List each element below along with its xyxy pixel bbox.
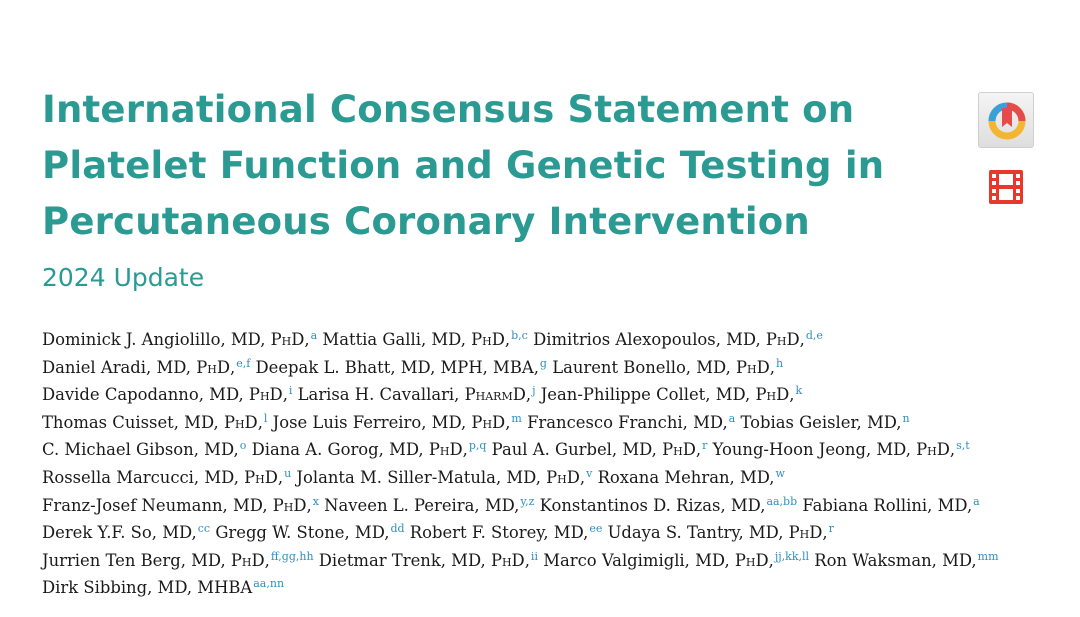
author: [42, 578, 284, 597]
author-degree: PhD: [734, 550, 769, 570]
author: C. Michael Gibson, MD,$^o$: [42, 439, 247, 460]
author: Ron Waksman, MD,$^{mm}$: [814, 549, 999, 570]
affiliation-link[interactable]: ii: [530, 549, 538, 563]
author-degree: PhD: [490, 550, 525, 570]
author: Fabiana Rollini, MD,$^a$: [802, 494, 980, 515]
author-degree: MD: [866, 412, 897, 432]
author-name: Dimitrios Alexopoulos,: [533, 330, 727, 349]
affiliation-link[interactable]: ff,gg,hh: [270, 549, 314, 563]
author-name: Roxana Mehran,: [597, 467, 740, 487]
author-degree: PhD: [736, 357, 770, 377]
affiliation-link[interactable]: k: [795, 384, 803, 398]
author: Naveen L. Pereira, MD,$^{y,z}$: [324, 494, 535, 515]
author-degree: PhD: [270, 330, 305, 349]
author-degree: MD: [354, 523, 385, 543]
author-degree: PhD: [230, 550, 265, 570]
author-degree: PhD: [223, 412, 258, 432]
author-degree: MD: [739, 467, 770, 487]
author-name: Francesco Franchi,: [527, 412, 694, 432]
author-line: [42, 547, 1062, 575]
author-line: [42, 519, 1062, 547]
author-degree: PhD: [755, 385, 790, 405]
author-degree: PhD: [196, 357, 230, 377]
author: Jurrien Ten Berg, MD, PhD,$^{ff,gg,hh}$: [42, 549, 314, 570]
author-degree: MD: [942, 550, 972, 570]
author-name: Fabiana Rollini,: [802, 495, 938, 515]
author-degree: PhD: [471, 412, 506, 432]
author-degree: MD,: [184, 412, 224, 432]
affiliation-link[interactable]: x: [312, 494, 319, 508]
author: Deepak L. Bhatt, MD, MPH, MBA,$^g$: [255, 356, 547, 377]
author-degree: MD, MPH, MBA: [400, 357, 534, 377]
author-name: Dominick J. Angiolillo,: [42, 330, 231, 349]
author-name: Larisa H. Cavallari,: [297, 385, 465, 405]
author: Robert F. Storey, MD,$^{ee}$: [409, 522, 603, 543]
affiliation-link[interactable]: ee: [589, 522, 603, 536]
author-degree: MD, MHBA: [157, 578, 253, 598]
author-name: Diana A. Gorog,: [251, 440, 390, 460]
affiliation-link[interactable]: d,e: [805, 329, 823, 342]
author-degree: PhD: [248, 385, 283, 405]
author-name: Rossella Marcucci,: [42, 467, 205, 487]
affiliation-link[interactable]: l: [263, 411, 268, 425]
author: Tobias Geisler, MD,$^n$: [740, 411, 910, 432]
author: Jose Luis Ferreiro, MD, PhD,$^m$: [272, 411, 522, 432]
affiliation-link[interactable]: jj,kk,ll: [774, 549, 810, 563]
author-line: [42, 326, 1062, 354]
author-degree: PhD: [765, 330, 800, 349]
author-degree: MD,: [230, 330, 271, 349]
author-degree: MD,: [209, 385, 249, 405]
article-subtitle: 2024 Update: [42, 263, 205, 292]
affiliation-link[interactable]: w: [775, 466, 785, 480]
affiliation-link[interactable]: dd: [390, 522, 405, 536]
author-degree: PhD: [916, 440, 950, 460]
title-line: Percutaneous Coronary Intervention: [42, 200, 810, 243]
author-name: Mattia Galli,: [322, 330, 432, 349]
author-name: Daniel Aradi,: [42, 357, 157, 377]
author-degree: MD,: [232, 495, 273, 515]
side-icons: [978, 92, 1036, 204]
author-name: Franz-Josef Neumann,: [42, 495, 233, 515]
affiliation-link[interactable]: r: [702, 439, 708, 453]
author-name: Konstantinos D. Rizas,: [539, 495, 731, 515]
author: Marco Valgimigli, MD, PhD,$^{jj,kk,ll}$: [543, 549, 810, 570]
affiliation-link[interactable]: p,q: [468, 439, 487, 453]
author: Dietmar Trenk, MD, PhD,$^{ii}$: [318, 549, 538, 570]
affiliation-link[interactable]: r: [828, 522, 834, 536]
author-degree: PhD: [662, 440, 696, 460]
author-degree: MD,: [156, 357, 197, 377]
author: Mattia Galli, MD, PhD,$^{b,c}$: [322, 329, 528, 349]
author: Gregg W. Stone, MD,$^{dd}$: [215, 522, 405, 543]
affiliation-link[interactable]: cc: [197, 522, 211, 536]
author-degree: MD,: [696, 357, 736, 377]
author-name: Udaya S. Tantry,: [607, 523, 749, 543]
affiliation-link[interactable]: o: [239, 439, 247, 453]
author-degree: PhD: [546, 467, 580, 487]
author-degree: MD: [484, 495, 515, 515]
author: Roxana Mehran, MD,$^w$: [597, 466, 785, 487]
author-degree: PhD: [272, 495, 307, 515]
author: Franz-Josef Neumann, MD, PhD,$^x$: [42, 494, 319, 515]
author-name: Jurrien Ten Berg,: [42, 550, 192, 570]
author-line: [42, 354, 1062, 382]
affiliation-link[interactable]: m: [511, 411, 522, 425]
author-degree: PhD: [244, 467, 278, 487]
affiliation-link[interactable]: j: [532, 384, 536, 398]
author: Dimitrios Alexopoulos, MD, PhD,$^{d,e}$: [533, 329, 823, 349]
author-degree: MD,: [451, 550, 491, 570]
author: Jean-Philippe Collet, MD, PhD,$^k$: [540, 384, 803, 405]
author: Udaya S. Tantry, MD, PhD,$^r$: [607, 522, 834, 543]
title-line: International Consensus Statement on: [42, 88, 855, 131]
author-degree: MD: [937, 495, 967, 515]
author: Paul A. Gurbel, MD, PhD,$^r$: [491, 439, 708, 460]
author-line: [42, 464, 1062, 492]
author-degree: MD: [204, 440, 234, 460]
author-name: Laurent Bonello,: [552, 357, 697, 377]
article-title: [42, 82, 942, 250]
video-film-glyph: [989, 170, 1023, 204]
author-degree: MD: [693, 412, 723, 432]
author-degree: MD,: [622, 440, 663, 460]
author-degree: MD,: [204, 467, 245, 487]
affiliation-link[interactable]: e,f: [236, 356, 251, 370]
author-name: Naveen L. Pereira,: [324, 495, 485, 515]
affiliation-link[interactable]: a: [728, 411, 736, 425]
author-list: [42, 326, 1062, 602]
author: Diana A. Gorog, MD, PhD,$^{p,q}$: [251, 439, 487, 460]
author-name: Gregg W. Stone,: [215, 523, 355, 543]
author-line: [42, 409, 1062, 437]
author-degree: MD,: [431, 330, 472, 349]
author-degree: PhD: [471, 330, 505, 349]
affiliation-link[interactable]: v: [586, 466, 593, 480]
author: Rossella Marcucci, MD, PhD,$^u$: [42, 466, 292, 487]
author-degree: PhD: [428, 440, 463, 460]
author: Derek Y.F. So, MD,$^{cc}$: [42, 522, 211, 543]
author-degree: MD,: [506, 467, 547, 487]
author: Daniel Aradi, MD, PhD,$^{e,f}$: [42, 356, 251, 377]
author-degree: MD,: [695, 550, 735, 570]
author-name: Jean-Philippe Collet,: [540, 385, 716, 405]
author-name: Jose Luis Ferreiro,: [272, 412, 432, 432]
title-block: [42, 82, 942, 250]
author-line: [42, 381, 1062, 409]
author-name: Derek Y.F. So,: [42, 523, 163, 543]
author: Laurent Bonello, MD, PhD,$^h$: [552, 356, 784, 377]
author-name: Deepak L. Bhatt,: [255, 357, 401, 377]
author-degree: MD: [162, 523, 192, 543]
author-line: [42, 574, 1062, 602]
author-name: Dirk Sibbing,: [42, 578, 158, 598]
author-degree: MD,: [715, 385, 756, 405]
author-degree: MD,: [726, 330, 766, 349]
author-name: Young-Hoon Jeong,: [712, 440, 877, 460]
author: Konstantinos D. Rizas, MD,$^{aa,bb}$: [539, 494, 798, 515]
author-name: Tobias Geisler,: [740, 412, 867, 432]
author-degree: MD,: [431, 412, 472, 432]
author-name: Marco Valgimigli,: [543, 550, 696, 570]
author-line: [42, 436, 1062, 464]
video-film-icon[interactable]: [989, 170, 1023, 204]
crossmark-glyph: [985, 99, 1029, 143]
author-name: Davide Capodanno,: [42, 385, 210, 405]
affiliation-link[interactable]: s,t: [956, 439, 970, 453]
author-name: Dietmar Trenk,: [318, 550, 452, 570]
author: Thomas Cuisset, MD, PhD,$^l$: [42, 411, 268, 432]
author: Jolanta M. Siller-Matula, MD, PhD,$^v$: [296, 466, 593, 487]
author-name: Thomas Cuisset,: [42, 412, 185, 432]
author-degree: MD: [730, 495, 761, 515]
affiliation-link[interactable]: b,c: [511, 329, 528, 342]
author: Dominick J. Angiolillo, MD, PhD,$^a$: [42, 329, 318, 349]
author-name: Jolanta M. Siller-Matula,: [296, 467, 507, 487]
author-degree: MD: [553, 523, 584, 543]
crossmark-icon[interactable]: [978, 92, 1034, 148]
author-name: Robert F. Storey,: [409, 523, 554, 543]
author-degree: MD,: [748, 523, 789, 543]
affiliation-link[interactable]: h: [775, 356, 784, 370]
affiliation-link[interactable]: aa,nn: [253, 577, 285, 591]
affiliation-link[interactable]: mm: [977, 549, 999, 563]
author-name: Paul A. Gurbel,: [491, 440, 623, 460]
author-degree: MD,: [876, 440, 917, 460]
author: Young-Hoon Jeong, MD, PhD,$^{s,t}$: [712, 439, 970, 460]
affiliation-link[interactable]: a: [310, 329, 318, 342]
author-degree: MD,: [191, 550, 231, 570]
affiliation-link[interactable]: i: [288, 384, 293, 398]
author: Davide Capodanno, MD, PhD,$^i$: [42, 384, 293, 405]
affiliation-link[interactable]: n: [902, 411, 910, 425]
author-line: [42, 492, 1062, 520]
author: Francesco Franchi, MD,$^a$: [527, 411, 736, 432]
author-degree: PharmD: [464, 385, 526, 405]
affiliation-link[interactable]: a: [973, 494, 980, 508]
affiliation-link[interactable]: u: [284, 466, 292, 480]
author-degree: PhD: [788, 523, 823, 543]
affiliation-link[interactable]: g: [539, 356, 547, 370]
author-degree: MD,: [389, 440, 429, 460]
title-line: Platelet Function and Genetic Testing in: [42, 144, 885, 187]
affiliation-link[interactable]: aa,bb: [766, 494, 798, 508]
author-name: C. Michael Gibson,: [42, 440, 205, 460]
affiliation-link[interactable]: y,z: [520, 494, 535, 508]
author: Larisa H. Cavallari, PharmD,$^j$: [297, 384, 536, 405]
author-name: Ron Waksman,: [814, 550, 943, 570]
